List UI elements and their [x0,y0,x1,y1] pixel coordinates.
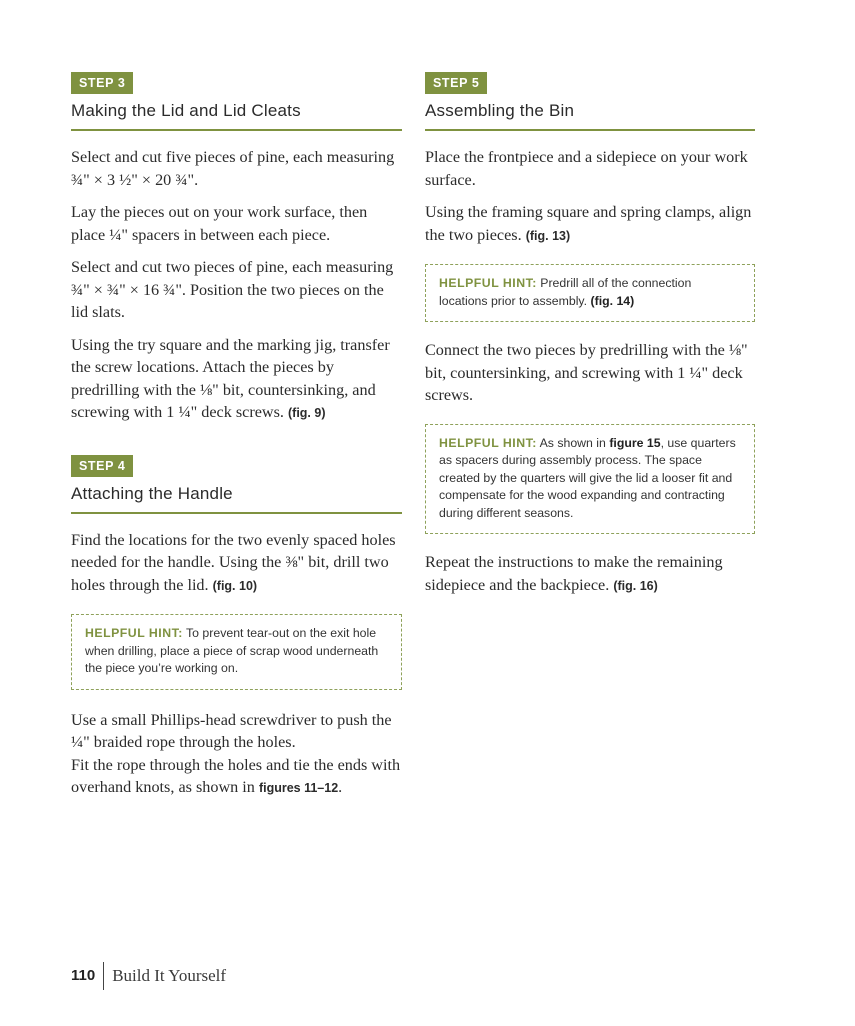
figure-reference: (fig. 13) [525,228,571,243]
helpful-hint-label: HELPFUL HINT: [439,276,537,290]
step-5-title: Assembling the Bin [425,101,755,131]
step-5-paragraph-3: Connect the two pieces by predrilling with the ⅛" bit, countersinking, and screwing with 1 ¼" deck screws. [425,341,748,404]
page-number: 110 [71,962,104,990]
book-title: Build It Yourself [112,966,227,985]
step-5-paragraph-2-text: Using the framing square and spring clamps, align the two pieces. [425,203,752,244]
step-4-paragraph-3-text: Fit the rope through the holes and tie the ends with overhand knots, as shown in [71,755,401,796]
step-5-paragraph-1: Place the frontpiece and a sidepiece on your work surface. [425,148,748,189]
step-4-badge: STEP 4 [71,455,133,477]
helpful-hint-text: Predrill all of the connection locations prior to assembly. [439,276,692,308]
figure-reference: figures 11–12 [258,781,339,795]
step-3-paragraph-3: Select and cut two pieces of pine, each measuring ¾" × ¾" × 16 ¾". Position the two pieces on the lid slats. [71,258,394,321]
step-5-paragraph-4-text: Repeat the instructions to make the remaining sidepiece and the backpiece. [425,553,723,594]
step-4-paragraph-3-end: . [338,778,343,796]
step-4-section [71,455,402,800]
right-column [425,72,755,597]
helpful-hint-label: HELPFUL HINT: [439,435,537,450]
step-5-paragraph-4 [425,551,755,597]
helpful-hint-box [425,264,755,322]
helpful-hint-text: To prevent tear-out on the exit hole when drilling, place a piece of scrap wood underneath the piece you’re working on. [85,626,379,675]
figure-reference: (fig. 9) [288,406,326,420]
step-3-section [71,72,402,425]
step-3-title: Making the Lid and Lid Cleats [71,101,402,131]
step-5-badge: STEP 5 [425,72,487,94]
figure-reference: (fig. 16) [613,578,658,593]
figure-reference: figure 15 [609,435,661,450]
helpful-hint-pre: As shown in [539,435,606,450]
helpful-hint-text: , use quarters as spacers during assembly process. The space created by the quarters will give the lid a looser fit and compensate for the wood expanding and contracting during different seasons. [439,435,736,520]
step-4-paragraph-3 [71,754,402,800]
helpful-hint-box [71,614,402,690]
step-4-paragraph-1 [71,529,402,598]
step-3-paragraph-2: Lay the pieces out on your work surface, then place ¼" spacers in between each piece. [71,203,368,244]
step-5-section [425,72,755,597]
step-3-paragraph-1: Select and cut five pieces of pine, each measuring ¾" × 3 ½" × 20 ¾". [71,148,395,189]
helpful-hint-box [425,424,755,535]
step-4-paragraph-2: Use a small Phillips-head screwdriver to push the ¼" braided rope through the holes. [71,710,392,751]
step-3-paragraph-4 [71,334,402,425]
figure-reference: (fig. 14) [590,293,635,308]
step-5-paragraph-2 [425,201,755,247]
step-4-title: Attaching the Handle [71,484,402,514]
left-column [71,72,402,800]
step-3-paragraph-4-text: Using the try square and the marking jig, transfer the screw locations. Attach the pieces by predrilling with the ⅛" bit, countersinking, and screwing with 1 ¼" deck screws. [71,335,390,421]
step-4-paragraph-1-text: Find the locations for the two evenly spaced holes needed for the handle. Using the ⅜" bit, drill two holes through the lid. [71,530,396,594]
figure-reference: (fig. 10) [212,578,258,593]
page-footer [71,962,226,990]
helpful-hint-label: HELPFUL HINT: [85,626,183,640]
step-3-badge: STEP 3 [71,72,133,94]
